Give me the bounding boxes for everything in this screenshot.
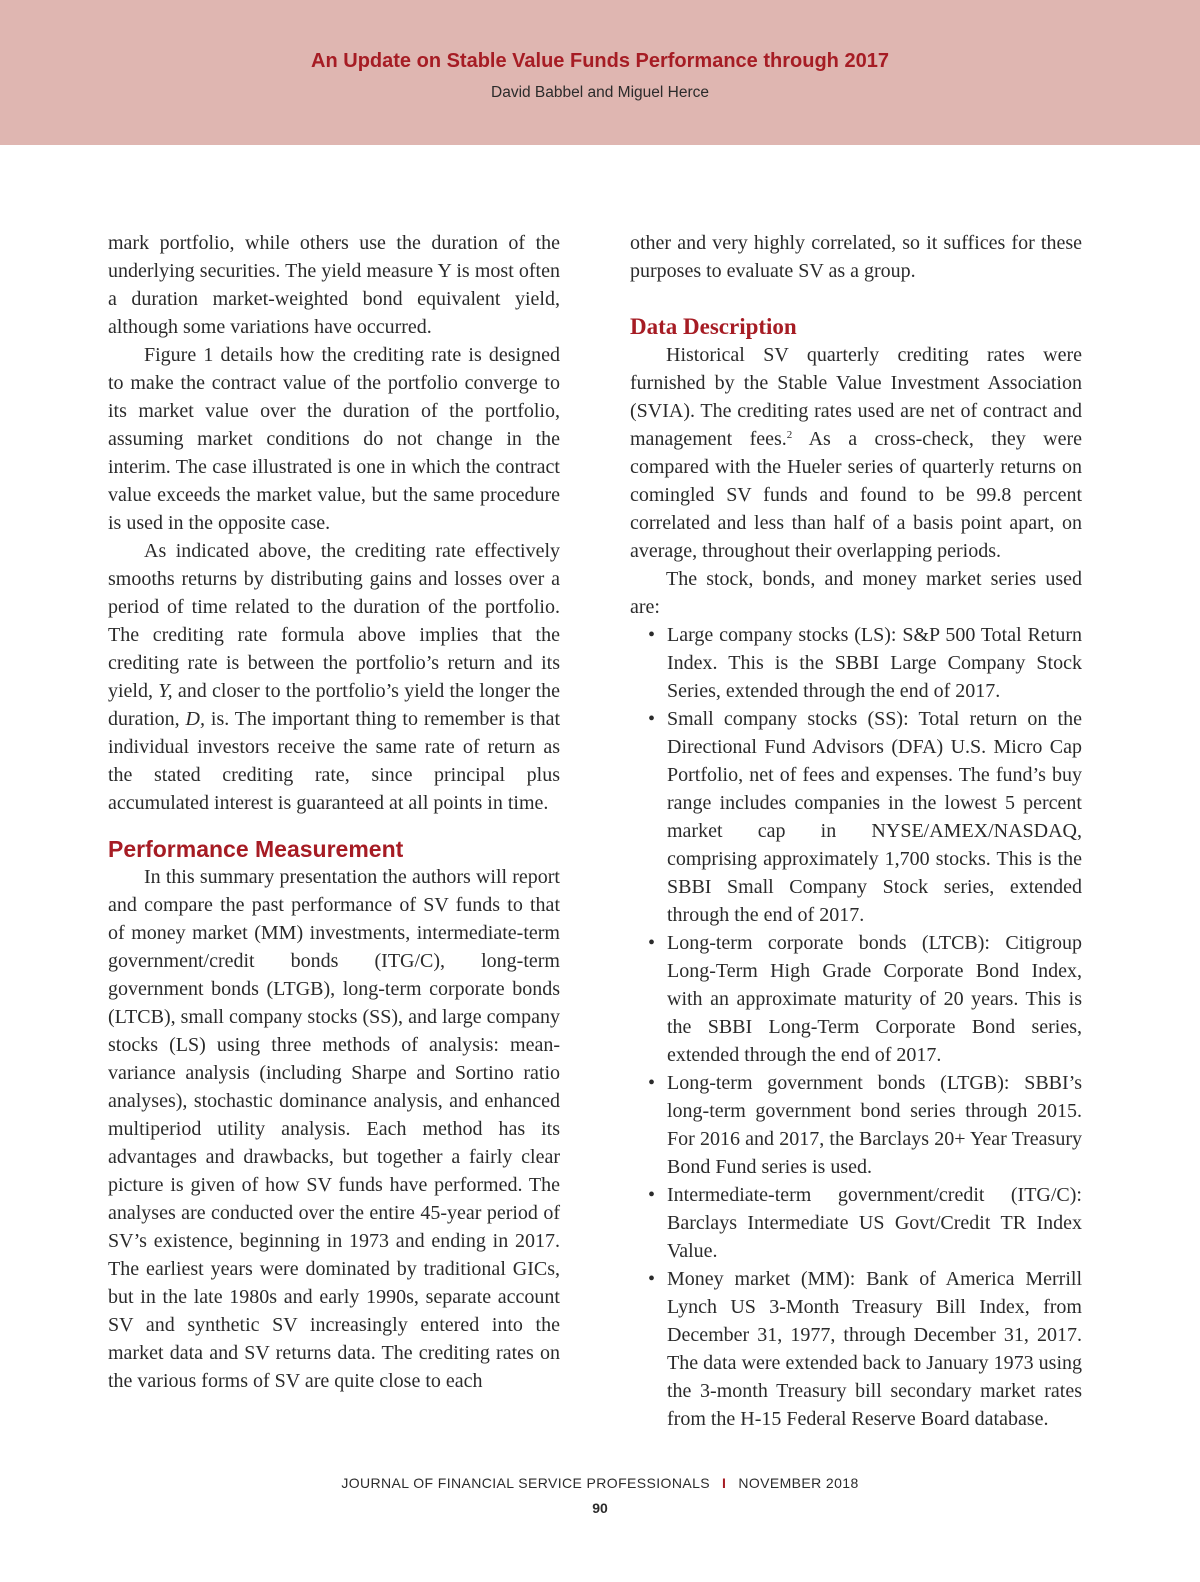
paragraph: Figure 1 details how the crediting rate is designed to make the contract value of the portfolio converge to its market value over the duration of the portfolio, assuming market conditions do not change in the interim. The case illustrated is one in which the contract value exceeds the market value, but the same procedure is used in the opposite case. — [108, 344, 560, 534]
list-item — [630, 1069, 1082, 1181]
text-run: Historical SV quarterly crediting rates were furnished by the Stable Value Investment Association (SVIA). The crediting rates used are net of contract and management fees. — [630, 344, 1082, 450]
page-number: 90 — [592, 1500, 608, 1516]
article-authors: David Babbel and Miguel Herce — [491, 84, 709, 101]
page-footer — [0, 1475, 1200, 1491]
paragraph: mark portfolio, while others use the duration of the underlying securities. The yield measure Y is most often a duration market-weighted bond equivalent yield, although some variations have occurred. — [108, 232, 560, 338]
series-list — [630, 621, 1082, 1433]
list-item — [630, 1265, 1082, 1433]
list-item-text: Long-term government bonds (LTGB): SBBI’s long-term government bond series through 2015. For 2016 and 2017, the Barclays 20+ Year Treasury Bond Fund series is used. — [667, 1072, 1082, 1178]
list-item — [630, 1181, 1082, 1265]
section-heading-data: Data Description — [630, 314, 797, 339]
journal-name: JOURNAL OF FINANCIAL SERVICE PROFESSIONALS — [341, 1475, 711, 1491]
footer-separator: I — [722, 1475, 727, 1491]
list-item-text: Long-term corporate bonds (LTCB): Citigroup Long-Term High Grade Corporate Bond Index, with an approximate maturity of 20 years. This is the SBBI Long-Term Corporate Bond series, extended through the end of 2017. — [667, 932, 1082, 1066]
bullet-icon: • — [648, 1268, 656, 1290]
italic-symbol-d: D, — [185, 708, 205, 730]
article-title: An Update on Stable Value Funds Performance through 2017 — [311, 50, 889, 72]
issue-date: NOVEMBER 2018 — [738, 1475, 859, 1491]
paragraph: other and very highly correlated, so it suffices for these purposes to evaluate SV as a group. — [630, 232, 1082, 282]
bullet-icon: • — [648, 1184, 656, 1206]
footnote-marker: 2 — [786, 429, 793, 441]
text-run: As a cross-check, they were compared with the Hueler series of quarterly returns on comingled SV funds and found to be 99.8 percent correlated and less than half of a basis point apart, on average, throughout their overlapping periods. — [630, 428, 1082, 562]
text-run: As indicated above, the crediting rate effectively smooths returns by distributing gains and losses over a period of time related to the duration of the portfolio. The crediting rate formula above implies that the crediting rate is between the portfolio’s return and its yield, — [108, 540, 560, 702]
list-item — [630, 929, 1082, 1069]
text-run: and closer to the portfolio’s yield the longer the duration, — [108, 680, 560, 730]
list-item-text: Intermediate-term government/credit (ITG/C): Barclays Intermediate US Govt/Credit TR Index Value. — [667, 1184, 1082, 1262]
list-item-text: Money market (MM): Bank of America Merrill Lynch US 3-Month Treasury Bill Index, from December 31, 1977, through December 31, 2017. The data were extended back to January 1973 using the 3-month Treasury bill secondary market rates from the H-15 Federal Reserve Board database. — [667, 1268, 1082, 1430]
paragraph: The stock, bonds, and money market series used are: — [630, 568, 1082, 618]
right-column — [630, 229, 1082, 1433]
left-column — [108, 229, 560, 1395]
paragraph — [108, 537, 560, 817]
list-item-text: Large company stocks (LS): S&P 500 Total Return Index. This is the SBBI Large Company Stock Series, extended through the end of 2017. — [667, 624, 1082, 702]
list-item — [630, 621, 1082, 705]
paragraph: In this summary presentation the authors will report and compare the past performance of SV funds to that of money market (MM) investments, intermediate-term government/credit bonds (ITG/C), long-term government bonds (LTGB), long-term corporate bonds (LTCB), small company stocks (SS), and large company stocks (LS) using three methods of analysis: mean-variance analysis (including Sharpe and Sortino ratio analyses), stochastic dominance analysis, and enhanced multiperiod utility analysis. Each method has its advantages and drawbacks, but together a fairly clear picture is given of how SV funds have performed. The analyses are conducted over the entire 45-year period of SV’s existence, beginning in 1973 and ending in 2017. The earliest years were dominated by traditional GICs, but in the late 1980s and early 1990s, separate account SV and synthetic SV increasingly entered into the market data and SV returns data. The crediting rates on the various forms of SV are quite close to each — [108, 866, 560, 1392]
bullet-icon: • — [648, 708, 656, 730]
italic-symbol-y: Y, — [158, 680, 173, 702]
bullet-icon: • — [648, 624, 656, 646]
paragraph — [630, 341, 1082, 565]
section-heading-performance: Performance Measurement — [108, 836, 404, 862]
list-item — [630, 705, 1082, 929]
list-item-text: Small company stocks (SS): Total return on the Directional Fund Advisors (DFA) U.S. Micro Cap Portfolio, net of fees and expenses. The fund’s buy range includes companies in the lowest 5 percent market cap in NYSE/AMEX/NASDAQ, comprising approximately 1,700 stocks. This is the SBBI Small Company Stock series, extended through the end of 2017. — [667, 708, 1082, 926]
page-header — [0, 0, 1200, 145]
text-run: is. The important thing to remember is that individual investors receive the same rate of return as the stated crediting rate, since principal plus accumulated interest is guaranteed at all points in time. — [108, 708, 560, 814]
bullet-icon: • — [648, 1072, 656, 1094]
bullet-icon: • — [648, 932, 656, 954]
